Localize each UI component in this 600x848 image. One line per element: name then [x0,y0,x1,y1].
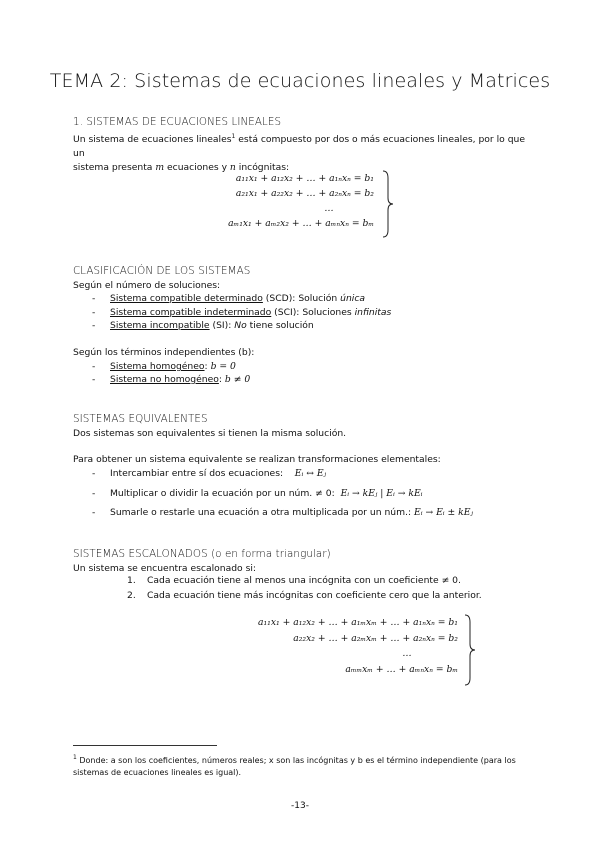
list-item [110,320,314,331]
bullet-dash: - [92,468,96,479]
bullet-dash: - [92,507,96,518]
equation-row: a₂₁x₁ + a₂₂x₂ + … + a₂ₙxₙ = b₂ [235,188,374,199]
transformations-intro: Para obtener un sistema equivalente se realizan transformaciones elementales: [73,454,441,465]
math-expr: b = 0 [210,361,236,372]
term-sci: Sistema compatible indeterminado [110,307,272,318]
bullet-dash: - [92,307,96,318]
item-text: (SI): [209,320,235,331]
term-non-homogeneous: Sistema no homogéneo [110,374,219,385]
item-text: Sumarle o restarle una ecuación a otra multiplicada por un núm.: [110,507,412,518]
intro-paragraph [73,130,533,175]
equation-row: a₁₁x₁ + a₁₂x₂ + … + a₁ₘxₘ + … + a₁ₙxₙ = b₁ [258,617,458,628]
equation-system [224,171,374,231]
item-emphasis: infinitas [354,307,392,318]
echelon-intro: Un sistema se encuentra escalonado si: [73,563,257,574]
item-text: : [204,361,211,372]
bullet-dash: - [92,320,96,331]
list-item [110,468,326,479]
item-text: : [218,374,225,385]
footnote-ref: 1 [231,133,236,140]
section-heading-systems: 1. SISTEMAS DE ECUACIONES LINEALES [73,116,282,128]
term-homogeneous: Sistema homogéneo [110,361,205,372]
list-item [110,307,391,318]
item-text: (SCD): Solución [262,293,341,304]
item-emphasis: única [340,293,366,304]
equation-row: a₁₁x₁ + a₁₂x₂ + … + a₁ₙxₙ = b₁ [235,173,374,184]
item-text: Multiplicar o dividir la ecuación por un núm. ≠ 0: [110,488,335,499]
var-m: m [155,162,165,173]
footnote-mark: 1 [73,754,77,761]
term-si: Sistema incompatible [110,320,210,331]
equation-row: a₂₂x₂ + … + a₂ₘxₘ + … + a₂ₙxₙ = b₂ [293,632,458,644]
classification-intro: Según el número de soluciones: [73,280,221,291]
item-text: tiene solución [246,320,314,331]
right-brace-icon [463,614,477,686]
right-brace-icon [381,170,395,238]
bullet-dash: - [92,488,96,499]
list-item [110,488,423,499]
item-emphasis: No [234,320,247,331]
list-number: 1. [127,575,136,586]
var-n: n [229,162,236,173]
math-expr: Eᵢ → kEⱼ | Eᵢ → kEᵢ [340,488,423,499]
page-number: -13- [291,801,309,811]
equation-row: aₘₘxₘ + … + aₘₙxₙ = bₘ [345,663,458,675]
list-item [110,293,365,304]
page-title: TEMA 2: Sistemas de ecuaciones lineales y Matrices [49,70,551,92]
equation-ellipsis: … [402,648,412,659]
equivalent-definition: Dos sistemas son equivalentes si tienen la misma solución. [73,428,347,439]
intro-text-4: incógnitas: [235,162,290,173]
equation-ellipsis: … [324,203,334,214]
list-item: Cada ecuación tiene más incógnitas con coeficiente cero que la anterior. [147,590,482,601]
bullet-dash: - [92,374,96,385]
list-item [110,374,250,385]
math-expr: Eᵢ ↔ Eⱼ [294,468,327,479]
echelon-equation-system [236,615,458,677]
intro-text: Un sistema de ecuaciones lineales [73,134,232,145]
intro-text-3: ecuaciones y [164,162,230,173]
section-heading-classification: CLASIFICACIÓN DE LOS SISTEMAS [73,265,251,277]
item-text: Intercambiar entre sí dos ecuaciones: [110,468,284,479]
item-text: (SCI): Soluciones [271,307,355,318]
intro-text-2: sistema presenta [73,162,156,173]
intro-text-cont: está compuesto por dos o más ecuaciones lineales, por lo que un [73,134,526,159]
footnote-text: Donde: a son los coeficientes, números reales; x son las incógnitas y b es el término independiente (para los sistemas de ecuaciones lineales es igual). [73,756,516,777]
footnote-divider [73,745,217,746]
math-expr: b ≠ 0 [224,374,251,385]
term-scd: Sistema compatible determinado [110,293,263,304]
list-item [110,507,473,518]
list-number: 2. [127,590,136,601]
bullet-dash: - [92,293,96,304]
math-expr: Eᵢ → Eᵢ ± kEⱼ [413,507,473,518]
bullet-dash: - [92,361,96,372]
equation-row: aₘ₁x₁ + aₘ₂x₂ + … + aₘₙxₙ = bₘ [228,218,374,229]
footnote [73,752,533,779]
section-heading-equivalent: SISTEMAS EQUIVALENTES [73,413,208,425]
section-heading-echelon: SISTEMAS ESCALONADOS (o en forma triangular) [73,548,331,560]
list-item [110,361,236,372]
list-item: Cada ecuación tiene al menos una incógnita con un coeficiente ≠ 0. [147,575,461,586]
independent-terms-intro: Según los términos independientes (b): [73,347,255,358]
